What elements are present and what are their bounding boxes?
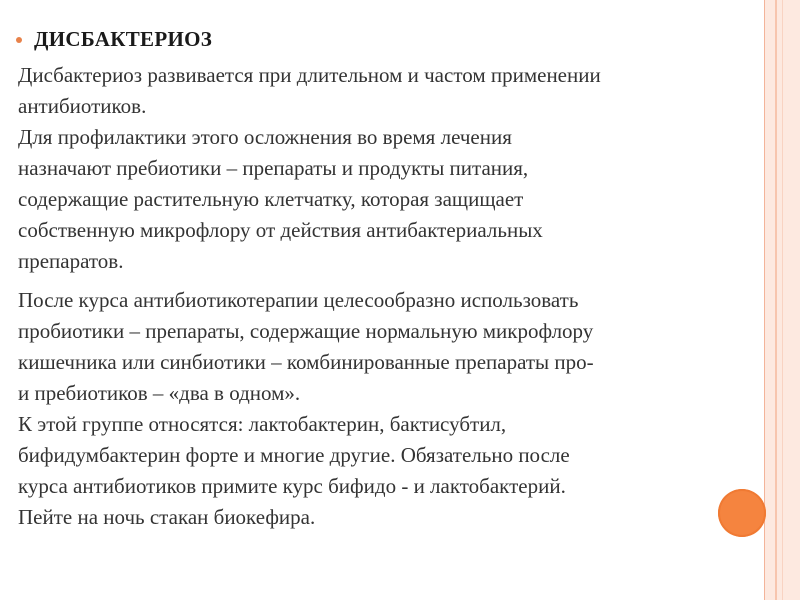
- text-line: антибиотиков.: [18, 94, 147, 118]
- text-line: пробиотики – препараты, содержащие нормальную микрофлору: [18, 319, 594, 343]
- decorative-line: [782, 0, 783, 600]
- text-line: К этой группе относятся: лактобактерин, бактисубтил,: [18, 412, 507, 436]
- paragraph-2: [18, 285, 763, 533]
- text-line: курса антибиотиков примите курс бифидо - и лактобактерий.: [18, 474, 566, 498]
- decorative-line: [775, 0, 777, 600]
- text-line: собственную микрофлору от действия антибактериальных: [18, 218, 543, 242]
- text-line: бифидумбактерин форте и многие другие. Обязательно после: [18, 443, 570, 467]
- text-line: Пейте на ночь стакан биокефира.: [18, 505, 316, 529]
- text-line: препаратов.: [18, 249, 124, 273]
- bullet-icon: [16, 37, 22, 43]
- paragraph-1: [18, 60, 763, 277]
- text-line: Для профилактики этого осложнения во время лечения: [18, 125, 512, 149]
- text-line: содержащие растительную клетчатку, которая защищает: [18, 187, 524, 211]
- text-line: и пребиотиков – «два в одном».: [18, 381, 301, 405]
- slide-title: ДИСБАКТЕРИОЗ: [34, 27, 213, 51]
- text-line: кишечника или синбиотики – комбинированные препараты про-: [18, 350, 594, 374]
- text-line: Дисбактериоз развивается при длительном и частом применении: [18, 63, 601, 87]
- slide-title-row: [16, 27, 212, 52]
- slide-body: [18, 60, 763, 533]
- text-line: После курса антибиотикотерапии целесообразно использовать: [18, 288, 579, 312]
- text-line: назначают пребиотики – препараты и продукты питания,: [18, 156, 529, 180]
